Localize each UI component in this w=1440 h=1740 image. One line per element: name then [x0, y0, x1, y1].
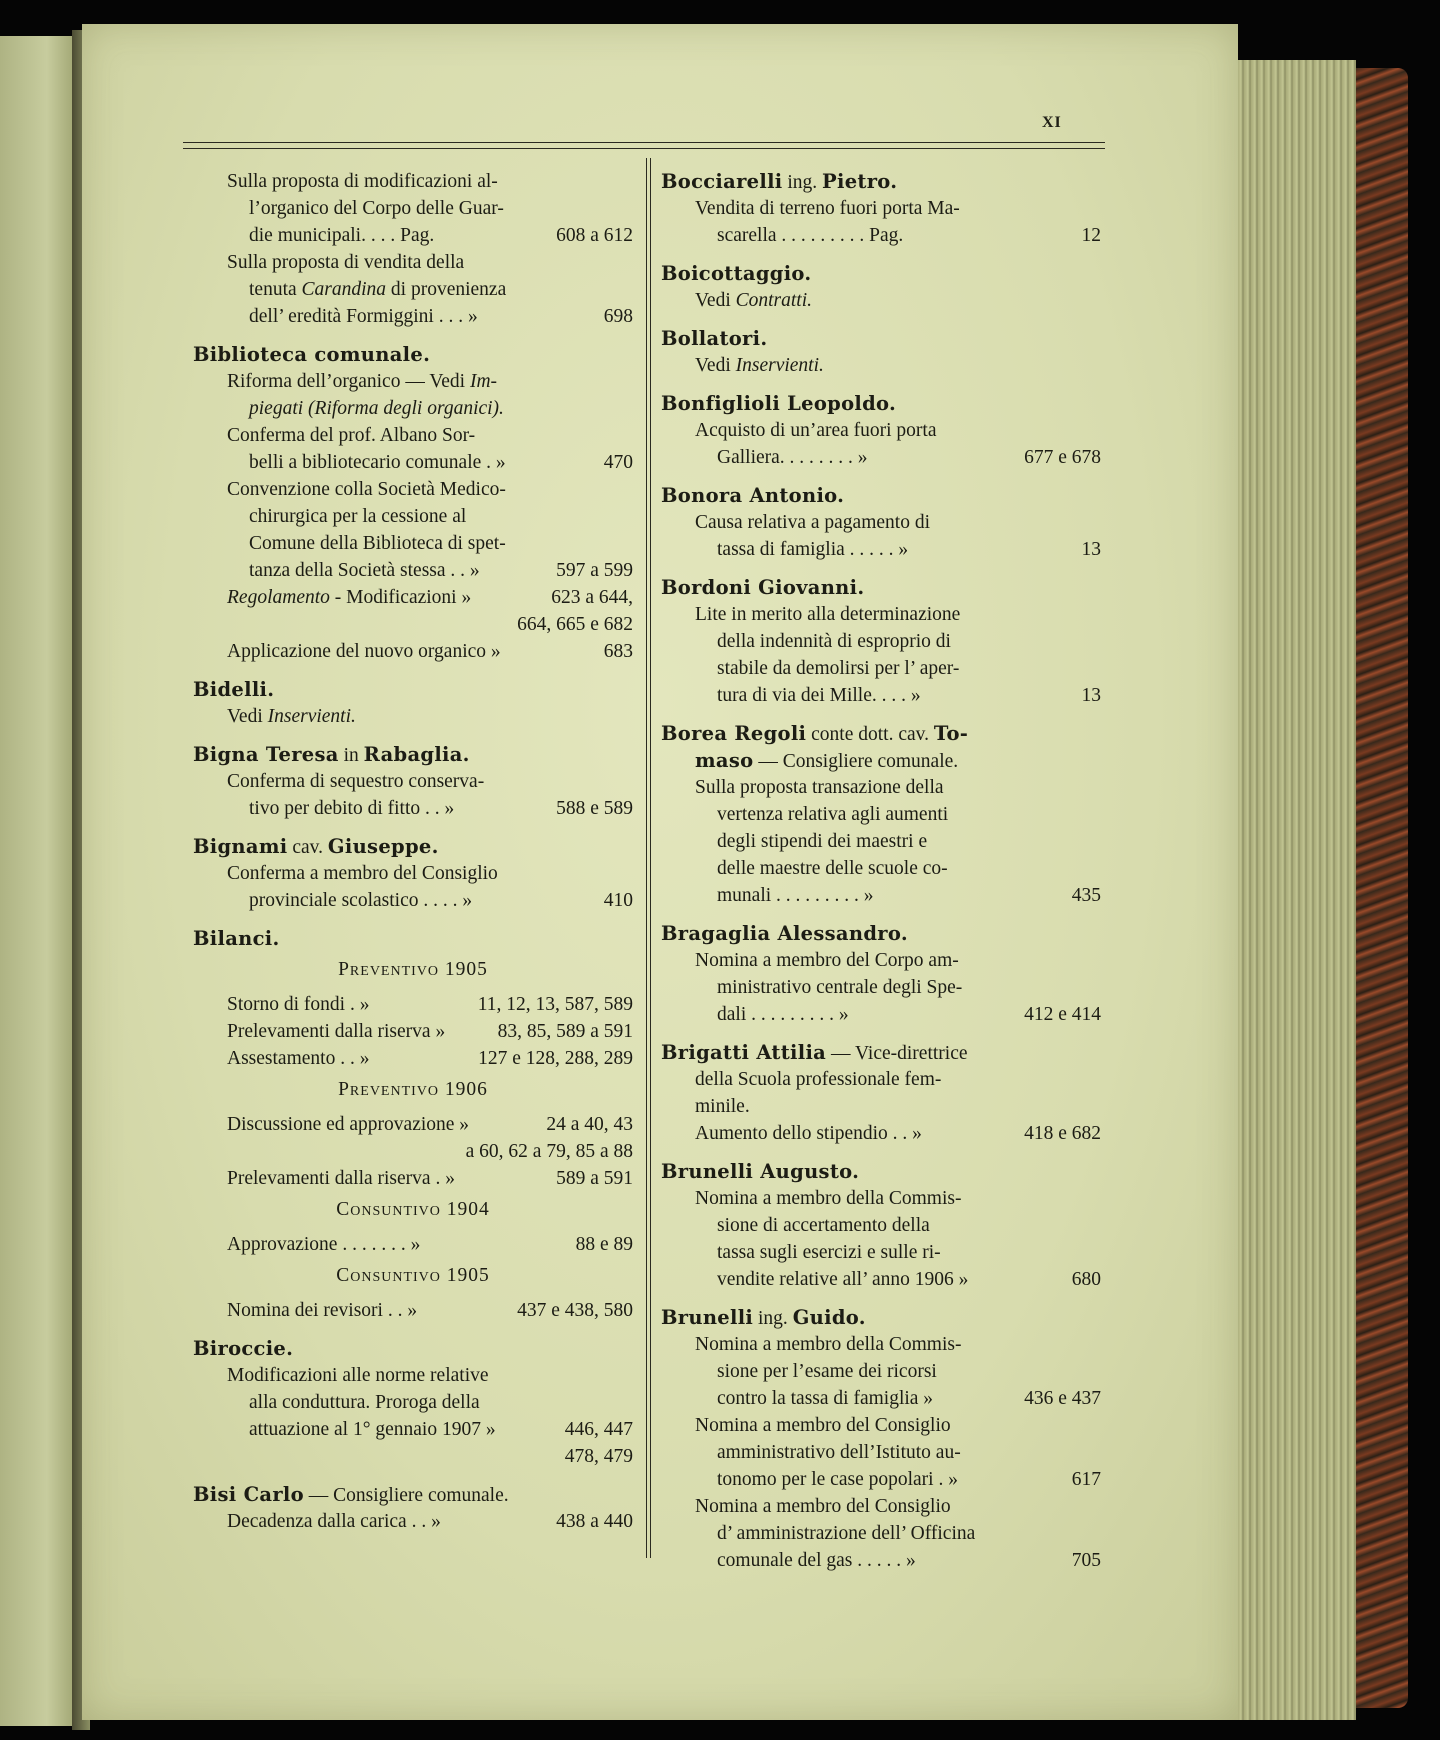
page-reference: 705 — [1071, 1550, 1101, 1571]
page-reference: 588 e 589 — [556, 798, 633, 819]
entry-line: di provenienza — [390, 279, 507, 300]
entry-line: attuazione al 1° gennaio 1907 » — [249, 1419, 496, 1440]
entry-line: Modificazioni alle norme relative — [227, 1365, 489, 1386]
entry-line: Nomina a membro del Consiglio — [695, 1496, 951, 1517]
entry-line: minile. — [695, 1096, 750, 1117]
entry-line: provinciale scolastico . . . . » — [249, 890, 473, 911]
entry-line: stabile da demolirsi per l’ aper- — [717, 658, 960, 679]
page-reference: 127 e 128, 288, 289 — [478, 1048, 633, 1069]
index-entry-biblioteca — [193, 341, 633, 665]
entry-heading: Bidelli. — [193, 678, 275, 701]
entry-line: della indennità di esproprio di — [717, 631, 951, 652]
page-number: XI — [1042, 114, 1062, 131]
index-entry-bragaglia — [661, 920, 1101, 1028]
entry-line: tonomo per le case popolari . » — [717, 1469, 958, 1490]
entry-heading: Bocciarelli — [661, 170, 783, 193]
marbled-cover — [1356, 68, 1408, 1708]
entry-line: Acquisto di un’area fuori porta — [695, 420, 937, 441]
entry-line: della Scuola professionale fem- — [695, 1069, 942, 1090]
entry-line: Prelevamenti dalla riserva » — [227, 1021, 446, 1042]
entry-line: Conferma del prof. Albano Sor- — [227, 425, 476, 446]
page-reference: 24 a 40, 43 — [546, 1114, 633, 1135]
entry-line: munali . . . . . . . . . » — [717, 885, 874, 906]
entry-line: Galliera. . . . . . . . » — [717, 447, 868, 468]
section-label: Consuntivo 1904 — [336, 1199, 490, 1220]
header-rule-bottom — [183, 148, 1105, 149]
index-entry-bonfiglioli — [661, 390, 1101, 471]
index-entry-brunelli-guido — [661, 1304, 1101, 1574]
entry-line: Aumento dello stipendio . . » — [695, 1123, 922, 1144]
column-divider — [646, 158, 647, 1558]
page-reference: 478, 479 — [564, 1446, 633, 1467]
page-reference: 436 e 437 — [1024, 1388, 1101, 1409]
page-reference: 680 — [1071, 1269, 1101, 1290]
entry-line: Lite in merito alla determinazione — [695, 604, 961, 625]
entry-line: Vendita di terreno fuori porta Ma- — [695, 198, 960, 219]
page-reference: 13 — [1081, 539, 1101, 560]
entry-line: Sulla proposta di modificazioni al- — [227, 171, 498, 192]
entry-italic: Inservienti. — [735, 355, 824, 376]
page-reference: 470 — [603, 452, 633, 473]
entry-italic: Im- — [469, 371, 498, 392]
page-reference: 83, 85, 589 a 591 — [497, 1021, 633, 1042]
entry-heading: maso — [695, 749, 754, 772]
entry-italic: piegati — [249, 398, 304, 419]
entry-line: — Vice-direttrice — [830, 1043, 968, 1064]
page-reference: 12 — [1081, 225, 1101, 246]
section-label: Consuntivo 1905 — [336, 1265, 490, 1286]
entry-line: tenuta — [249, 279, 297, 300]
entry-line: degli stipendi dei maestri e — [717, 831, 928, 852]
entry-heading: Bollatori. — [661, 327, 768, 350]
entry-heading: Borea Regoli — [661, 722, 807, 745]
entry-line: die municipali. . . . Pag. — [249, 225, 435, 246]
page-reference: 683 — [603, 641, 633, 662]
entry-line: dali . . . . . . . . . » — [717, 1004, 849, 1025]
entry-line: sione per l’esame dei ricorsi — [717, 1361, 937, 1382]
page-reference: 623 a 644, — [551, 587, 633, 608]
entry-heading: Boicottaggio. — [661, 262, 812, 285]
entry-line: Conferma di sequestro conserva- — [227, 771, 485, 792]
entry-line: Vedi — [695, 290, 731, 311]
entry-italic: Carandina — [301, 279, 387, 300]
entry-heading: Giuseppe. — [327, 835, 439, 858]
entry-line: tassa di famiglia . . . . . » — [717, 539, 909, 560]
entry-line: Riforma dell’organico — Vedi — [227, 371, 466, 392]
page-reference: 412 e 414 — [1024, 1004, 1101, 1025]
entry-line: — Consigliere comunale. — [308, 1485, 509, 1506]
entry-line: Vedi — [695, 355, 731, 376]
entry-line: Approvazione . . . . . . . » — [227, 1234, 421, 1255]
entry-heading: Bignami — [193, 835, 288, 858]
index-entry-bigna — [193, 741, 633, 822]
entry-line: d’ amministrazione dell’ Officina — [717, 1523, 976, 1544]
entry-line: — Consigliere comunale. — [758, 751, 959, 772]
entry-line: Discussione ed approvazione » — [227, 1114, 470, 1135]
entry-line: ing. — [758, 1308, 788, 1329]
entry-italic: Contratti. — [735, 290, 813, 311]
entry-heading: Bordoni Giovanni. — [661, 576, 865, 599]
entry-line: Storno di fondi . » — [227, 994, 370, 1015]
entry-line: Comune della Biblioteca di spet- — [249, 533, 506, 554]
entry-line: Conferma a membro del Consiglio — [227, 863, 498, 884]
page-reference: 88 e 89 — [575, 1234, 633, 1255]
index-entry-bollatori — [661, 325, 1101, 379]
column-divider-inner — [650, 158, 651, 1558]
page-reference: 617 — [1071, 1469, 1101, 1490]
entry-line: tassa sugli esercizi e sulle ri- — [717, 1242, 941, 1263]
entry-line: Nomina a membro della Commis- — [695, 1188, 962, 1209]
entry-line: Nomina a membro del Corpo am- — [695, 950, 959, 971]
index-entry-boicottaggio — [661, 260, 1101, 314]
entry-line: vertenza relativa agli aumenti — [717, 804, 949, 825]
index-entry-continued — [193, 168, 633, 330]
section-label: Preventivo 1905 — [338, 959, 488, 980]
entry-line: Prelevamenti dalla riserva . » — [227, 1168, 455, 1189]
entry-line: Nomina a membro della Commis- — [695, 1334, 962, 1355]
page-reference: 435 — [1071, 885, 1101, 906]
entry-heading: Biblioteca comunale. — [193, 343, 431, 366]
entry-heading: To- — [933, 722, 969, 745]
entry-italic: Inservienti. — [267, 706, 356, 727]
left-column — [193, 168, 633, 1546]
entry-line: l’organico del Corpo delle Guar- — [249, 198, 504, 219]
index-entry-bignami — [193, 833, 633, 914]
index-entry-brigatti — [661, 1039, 1101, 1147]
entry-line: amministrativo dell’Istituto au- — [717, 1442, 961, 1463]
index-entry-bisi — [193, 1481, 633, 1535]
entry-line: tanza della Società stessa . . » — [249, 560, 480, 581]
entry-heading: Pietro. — [822, 170, 898, 193]
entry-line: cav. — [292, 837, 324, 858]
entry-line: - Modificazioni » — [334, 587, 472, 608]
page-reference: 589 a 591 — [556, 1168, 633, 1189]
entry-line: Applicazione del nuovo organico » — [227, 641, 501, 662]
page-block-edges — [1238, 60, 1356, 1720]
entry-line: Assestamento . . » — [227, 1048, 370, 1069]
entry-heading: Brunelli Augusto. — [661, 1160, 860, 1183]
index-entry-bocciarelli — [661, 168, 1101, 249]
entry-heading: Rabaglia. — [363, 743, 470, 766]
entry-line: ing. — [787, 172, 818, 193]
page-reference: a 60, 62 a 79, 85 a 88 — [465, 1141, 633, 1162]
entry-line: dell’ eredità Formiggini . . . » — [249, 306, 478, 327]
entry-line: scarella . . . . . . . . . Pag. — [717, 225, 904, 246]
page-reference: 664, 665 e 682 — [517, 614, 633, 635]
entry-heading: Bilanci. — [193, 927, 280, 950]
entry-line: sione di accertamento della — [717, 1215, 930, 1236]
page-reference: 11, 12, 13, 587, 589 — [477, 994, 633, 1015]
entry-line: tura di via dei Mille. . . . » — [717, 685, 921, 706]
header-rule-top — [183, 142, 1105, 143]
section-label: Preventivo 1906 — [338, 1079, 488, 1100]
entry-line: contro la tassa di famiglia » — [717, 1388, 934, 1409]
page-reference: 698 — [603, 306, 633, 327]
entry-line: Sulla proposta transazione della — [695, 777, 944, 798]
entry-line: Vedi — [227, 706, 263, 727]
entry-line: ministrativo centrale degli Spe- — [717, 977, 963, 998]
entry-line: vendite relative all’ anno 1906 » — [717, 1269, 969, 1290]
entry-italic: Regolamento — [227, 587, 330, 608]
entry-heading: Bisi Carlo — [193, 1483, 304, 1506]
right-column — [661, 168, 1101, 1585]
page-reference: 608 a 612 — [556, 225, 633, 246]
facing-page-edge — [0, 36, 78, 1726]
page-reference: 446, 447 — [564, 1419, 633, 1440]
entry-heading: Brigatti Attilia — [661, 1041, 827, 1064]
entry-line: Causa relativa a pagamento di — [695, 512, 930, 533]
index-entry-brunelli-augusto — [661, 1158, 1101, 1293]
entry-line: chirurgica per la cessione al — [249, 506, 467, 527]
page-reference: 437 e 438, 580 — [517, 1300, 633, 1321]
entry-line: Nomina dei revisori . . » — [227, 1300, 418, 1321]
entry-line: alla conduttura. Proroga della — [249, 1392, 480, 1413]
index-entry-bidelli — [193, 676, 633, 730]
entry-line: in — [343, 745, 359, 766]
entry-line: comunale del gas . . . . . » — [717, 1550, 916, 1571]
entry-line: delle maestre delle scuole co- — [717, 858, 948, 879]
index-entry-borea — [661, 720, 1101, 909]
page-reference: 597 a 599 — [556, 560, 633, 581]
entry-heading: Bragaglia Alessandro. — [661, 922, 908, 945]
entry-italic: (Riforma degli organici). — [308, 398, 504, 419]
entry-line: Nomina a membro del Consiglio — [695, 1415, 951, 1436]
page-reference: 418 e 682 — [1024, 1123, 1101, 1144]
entry-heading: Biroccie. — [193, 1337, 294, 1360]
entry-line: tivo per debito di fitto . . » — [249, 798, 455, 819]
entry-line: Decadenza dalla carica . . » — [227, 1511, 441, 1532]
page-reference: 438 a 440 — [556, 1511, 633, 1532]
entry-heading: Guido. — [792, 1306, 866, 1329]
entry-heading: Bonora Antonio. — [661, 484, 845, 507]
entry-line: conte dott. cav. — [811, 724, 929, 745]
entry-line: Convenzione colla Società Medico- — [227, 479, 506, 500]
entry-line: belli a bibliotecario comunale . » — [249, 452, 506, 473]
entry-heading: Brunelli — [661, 1306, 754, 1329]
page-reference: 13 — [1081, 685, 1101, 706]
entry-line: Sulla proposta di vendita della — [227, 252, 465, 273]
page-reference: 410 — [603, 890, 633, 911]
page-reference: 677 e 678 — [1024, 447, 1101, 468]
index-entry-bordoni — [661, 574, 1101, 709]
entry-heading: Bonfiglioli Leopoldo. — [661, 392, 897, 415]
index-entry-bilanci — [193, 925, 633, 1324]
index-entry-biroccie — [193, 1335, 633, 1470]
entry-heading: Bigna Teresa — [193, 743, 339, 766]
index-entry-bonora — [661, 482, 1101, 563]
